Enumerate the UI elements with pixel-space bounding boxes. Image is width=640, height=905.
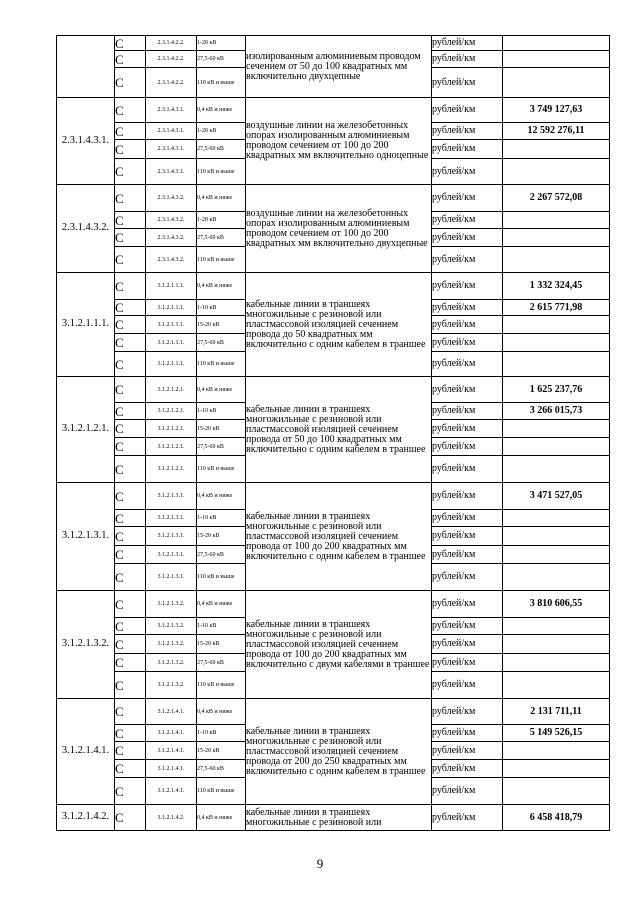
voltage-class: 27,5-60 кВ (197, 51, 246, 68)
unit-label: рублей/км (432, 591, 503, 618)
item-description: кабельные линии в траншеях многожильные с резиновой или пластмассовой изоляцией сечением провода от 50 до 100 квадратных мм включительно с одним кабелем в траншее (246, 377, 432, 483)
sub-code: 3.1.2.1.3.2. (146, 591, 197, 618)
unit-label: рублей/км (432, 483, 503, 510)
category-letter: С (115, 635, 146, 654)
category-letter: С (115, 742, 146, 760)
category-letter: С (115, 483, 146, 510)
unit-label: рублей/км (432, 618, 503, 635)
category-letter: С (115, 316, 146, 334)
sub-code: 2.3.1.4.3.2. (146, 247, 197, 273)
unit-label: рублей/км (432, 760, 503, 778)
category-letter: С (115, 273, 146, 300)
price-value (503, 36, 610, 51)
price-value (503, 618, 610, 635)
voltage-class: 1-10 кВ (197, 403, 246, 420)
item-description: изолированным алюминиевым проводом сечением от 50 до 100 квадратных мм включительно двухцепные (246, 36, 432, 98)
sub-code: 3.1.2.1.1.1. (146, 352, 197, 377)
unit-label: рублей/км (432, 316, 503, 334)
sub-code: 3.1.2.1.3.1. (146, 510, 197, 527)
category-letter: С (115, 805, 146, 831)
sub-code: 2.3.1.4.2.2. (146, 51, 197, 68)
price-value: 1 625 237,76 (503, 377, 610, 403)
sub-code: 3.1.2.1.3.2. (146, 635, 197, 654)
price-value (503, 212, 610, 229)
price-value (503, 527, 610, 546)
price-value: 2 267 572,08 (503, 185, 610, 212)
category-letter: С (115, 377, 146, 403)
sub-code: 3.1.2.1.2.1. (146, 403, 197, 420)
item-code: 3.1.2.1.3.2. (57, 591, 115, 699)
price-value: 6 458 418,79 (503, 805, 610, 831)
table-row (57, 273, 610, 300)
unit-label: рублей/км (432, 635, 503, 654)
voltage-class: 27,5-60 кВ (197, 438, 246, 456)
category-letter: С (115, 229, 146, 247)
unit-label: рублей/км (432, 140, 503, 159)
voltage-class: 1-20 кВ (197, 36, 246, 51)
sub-code: 3.1.2.1.4.2. (146, 805, 197, 831)
sub-code: 3.1.2.1.3.1. (146, 527, 197, 546)
sub-code: 3.1.2.1.3.1. (146, 546, 197, 564)
page-number: 9 (316, 856, 324, 871)
price-value (503, 140, 610, 159)
sub-code: 3.1.2.1.4.1. (146, 760, 197, 778)
sub-code: 2.3.1.4.3.2. (146, 212, 197, 229)
price-value (503, 742, 610, 760)
table-row (57, 483, 610, 510)
voltage-class: 0,4 кВ и ниже (197, 185, 246, 212)
sub-code: 2.3.1.4.3.2. (146, 229, 197, 247)
unit-label: рублей/км (432, 403, 503, 420)
unit-label: рублей/км (432, 229, 503, 247)
unit-label: рублей/км (432, 527, 503, 546)
unit-label: рублей/км (432, 300, 503, 316)
sub-code: 3.1.2.1.2.1. (146, 420, 197, 438)
unit-label: рублей/км (432, 185, 503, 212)
sub-code: 3.1.2.1.4.1. (146, 725, 197, 742)
price-value: 5 149 526,15 (503, 725, 610, 742)
item-code: 2.3.1.4.3.2. (57, 185, 115, 273)
voltage-class: 27,5-60 кВ (197, 334, 246, 352)
item-description: воздушные линии на железобетонных опорах изолированным алюминиевым проводом сечением от 100 до 200 квадратных мм включительно одноцепные (246, 98, 432, 185)
price-value (503, 456, 610, 483)
price-value (503, 778, 610, 805)
sub-code: 2.3.1.4.3.1. (146, 123, 197, 140)
category-letter: С (115, 140, 146, 159)
price-value: 3 471 527,05 (503, 483, 610, 510)
voltage-class: 110 кВ и выше (197, 352, 246, 377)
table-row (57, 377, 610, 403)
sub-code: 3.1.2.1.2.1. (146, 438, 197, 456)
voltage-class: 110 кВ и выше (197, 159, 246, 185)
price-value (503, 247, 610, 273)
unit-label: рублей/км (432, 352, 503, 377)
unit-label: рублей/км (432, 212, 503, 229)
price-value: 3 810 606,55 (503, 591, 610, 618)
price-value (503, 438, 610, 456)
voltage-class: 1-10 кВ (197, 618, 246, 635)
category-letter: С (115, 725, 146, 742)
price-value: 1 332 324,45 (503, 273, 610, 300)
category-letter: С (115, 352, 146, 377)
price-value (503, 510, 610, 527)
voltage-class: 110 кВ и выше (197, 778, 246, 805)
category-letter: С (115, 564, 146, 591)
voltage-class: 0,4 кВ и ниже (197, 483, 246, 510)
unit-label: рублей/км (432, 456, 503, 483)
voltage-class: 1-20 кВ (197, 123, 246, 140)
sub-code: 2.3.1.4.3.1. (146, 140, 197, 159)
unit-label: рублей/км (432, 123, 503, 140)
voltage-class: 27,5-60 кВ (197, 546, 246, 564)
price-value (503, 564, 610, 591)
item-description: кабельные линии в траншеях многожильные с резиновой или пластмассовой изоляцией сечением провода от 100 до 200 квадратных мм включительно с двумя кабелями в траншее (246, 591, 432, 699)
unit-label: рублей/км (432, 564, 503, 591)
voltage-class: 27,5-60 кВ (197, 760, 246, 778)
voltage-class: 15-20 кВ (197, 527, 246, 546)
sub-code: 3.1.2.1.3.1. (146, 483, 197, 510)
category-letter: С (115, 438, 146, 456)
price-value (503, 760, 610, 778)
price-value (503, 672, 610, 699)
unit-label: рублей/км (432, 778, 503, 805)
unit-label: рублей/км (432, 377, 503, 403)
voltage-class: 0,4 кВ и ниже (197, 591, 246, 618)
unit-label: рублей/км (432, 742, 503, 760)
unit-label: рублей/км (432, 51, 503, 68)
item-description: кабельные линии в траншеях многожильные с резиновой или пластмассовой изоляцией сечением провода до 50 квадратных мм включительно с одним кабелем в траншее (246, 273, 432, 377)
price-value (503, 316, 610, 334)
voltage-class: 15-20 кВ (197, 635, 246, 654)
sub-code: 3.1.2.1.3.2. (146, 672, 197, 699)
unit-label: рублей/км (432, 546, 503, 564)
category-letter: С (115, 591, 146, 618)
sub-code: 3.1.2.1.1.1. (146, 334, 197, 352)
voltage-class: 1-20 кВ (197, 212, 246, 229)
price-value (503, 68, 610, 98)
unit-label: рублей/км (432, 36, 503, 51)
voltage-class: 15-20 кВ (197, 420, 246, 438)
voltage-class: 1-10 кВ (197, 510, 246, 527)
category-letter: С (115, 510, 146, 527)
price-value: 12 592 276,11 (503, 123, 610, 140)
item-description: воздушные линии на железобетонных опорах изолированным алюминиевым проводом сечением от 100 до 200 квадратных мм включительно двухцепные (246, 185, 432, 273)
price-value (503, 159, 610, 185)
category-letter: С (115, 654, 146, 672)
unit-label: рублей/км (432, 805, 503, 831)
sub-code: 3.1.2.1.3.2. (146, 654, 197, 672)
unit-label: рублей/км (432, 273, 503, 300)
sub-code: 3.1.2.1.2.1. (146, 377, 197, 403)
item-code: 3.1.2.1.3.1. (57, 483, 115, 591)
voltage-class: 110 кВ и выше (197, 68, 246, 98)
category-letter: С (115, 778, 146, 805)
table-row (57, 699, 610, 725)
unit-label: рублей/км (432, 334, 503, 352)
table-row (57, 36, 610, 51)
unit-label: рублей/км (432, 438, 503, 456)
unit-label: рублей/км (432, 654, 503, 672)
price-value (503, 229, 610, 247)
category-letter: С (115, 51, 146, 68)
table-row (57, 98, 610, 123)
table-row (57, 805, 610, 831)
voltage-class: 15-20 кВ (197, 316, 246, 334)
tariff-table (56, 35, 610, 831)
voltage-class: 1-10 кВ (197, 725, 246, 742)
voltage-class: 0,4 кВ и ниже (197, 98, 246, 123)
category-letter: С (115, 618, 146, 635)
item-code: 3.1.2.1.4.2. (57, 805, 115, 831)
category-letter: С (115, 334, 146, 352)
category-letter: С (115, 456, 146, 483)
price-value: 3 266 015,73 (503, 403, 610, 420)
category-letter: С (115, 247, 146, 273)
unit-label: рублей/км (432, 510, 503, 527)
price-value (503, 420, 610, 438)
price-value: 2 131 711,11 (503, 699, 610, 725)
sub-code: 3.1.2.1.1.1. (146, 300, 197, 316)
item-description: кабельные линии в траншеях многожильные с резиновой или пластмассовой изоляцией сечением провода от 200 до 250 квадратных мм включительно с одним кабелем в траншее (246, 699, 432, 805)
price-value (503, 51, 610, 68)
item-code: 3.1.2.1.2.1. (57, 377, 115, 483)
category-letter: С (115, 300, 146, 316)
sub-code: 2.3.1.4.3.1. (146, 159, 197, 185)
voltage-class: 0,4 кВ и ниже (197, 805, 246, 831)
sub-code: 3.1.2.1.4.1. (146, 742, 197, 760)
category-letter: С (115, 212, 146, 229)
category-letter: С (115, 403, 146, 420)
price-value (503, 334, 610, 352)
voltage-class: 110 кВ и выше (197, 564, 246, 591)
price-value: 3 749 127,63 (503, 98, 610, 123)
voltage-class: 0,4 кВ и ниже (197, 377, 246, 403)
category-letter: С (115, 699, 146, 725)
voltage-class: 15-20 кВ (197, 742, 246, 760)
sub-code: 3.1.2.1.3.1. (146, 564, 197, 591)
unit-label: рублей/км (432, 420, 503, 438)
item-code: 2.3.1.4.3.1. (57, 98, 115, 185)
category-letter: С (115, 36, 146, 51)
voltage-class: 1-10 кВ (197, 300, 246, 316)
category-letter: С (115, 527, 146, 546)
sub-code: 3.1.2.1.4.1. (146, 699, 197, 725)
category-letter: С (115, 98, 146, 123)
voltage-class: 110 кВ и выше (197, 247, 246, 273)
item-description: кабельные линии в траншеях многожильные с резиновой или (246, 805, 432, 831)
table-row (57, 185, 610, 212)
category-letter: С (115, 672, 146, 699)
category-letter: С (115, 420, 146, 438)
table-row (57, 591, 610, 618)
unit-label: рублей/км (432, 699, 503, 725)
price-value (503, 654, 610, 672)
price-value: 2 615 771,98 (503, 300, 610, 316)
category-letter: С (115, 159, 146, 185)
sub-code: 3.1.2.1.1.1. (146, 316, 197, 334)
sub-code: 2.3.1.4.2.2. (146, 36, 197, 51)
category-letter: С (115, 546, 146, 564)
category-letter: С (115, 123, 146, 140)
voltage-class: 27,5-60 кВ (197, 140, 246, 159)
sub-code: 2.3.1.4.2.2. (146, 68, 197, 98)
category-letter: С (115, 185, 146, 212)
voltage-class: 0,4 кВ и ниже (197, 699, 246, 725)
voltage-class: 110 кВ и выше (197, 456, 246, 483)
sub-code: 3.1.2.1.2.1. (146, 456, 197, 483)
price-value (503, 546, 610, 564)
voltage-class: 27,5-60 кВ (197, 229, 246, 247)
voltage-class: 0,4 кВ и ниже (197, 273, 246, 300)
sub-code: 2.3.1.4.3.1. (146, 98, 197, 123)
unit-label: рублей/км (432, 68, 503, 98)
voltage-class: 110 кВ и выше (197, 672, 246, 699)
item-code: 3.1.2.1.1.1. (57, 273, 115, 377)
unit-label: рублей/км (432, 725, 503, 742)
sub-code: 3.1.2.1.1.1. (146, 273, 197, 300)
voltage-class: 27,5-60 кВ (197, 654, 246, 672)
price-value (503, 352, 610, 377)
sub-code: 3.1.2.1.3.2. (146, 618, 197, 635)
item-code (57, 36, 115, 98)
unit-label: рублей/км (432, 98, 503, 123)
unit-label: рублей/км (432, 247, 503, 273)
price-value (503, 635, 610, 654)
item-description: кабельные линии в траншеях многожильные с резиновой или пластмассовой изоляцией сечением провода от 100 до 200 квадратных мм включительно с одним кабелем в траншее (246, 483, 432, 591)
category-letter: С (115, 760, 146, 778)
sub-code: 3.1.2.1.4.1. (146, 778, 197, 805)
sub-code: 2.3.1.4.3.2. (146, 185, 197, 212)
item-code: 3.1.2.1.4.1. (57, 699, 115, 805)
unit-label: рублей/км (432, 672, 503, 699)
unit-label: рублей/км (432, 159, 503, 185)
category-letter: С (115, 68, 146, 98)
